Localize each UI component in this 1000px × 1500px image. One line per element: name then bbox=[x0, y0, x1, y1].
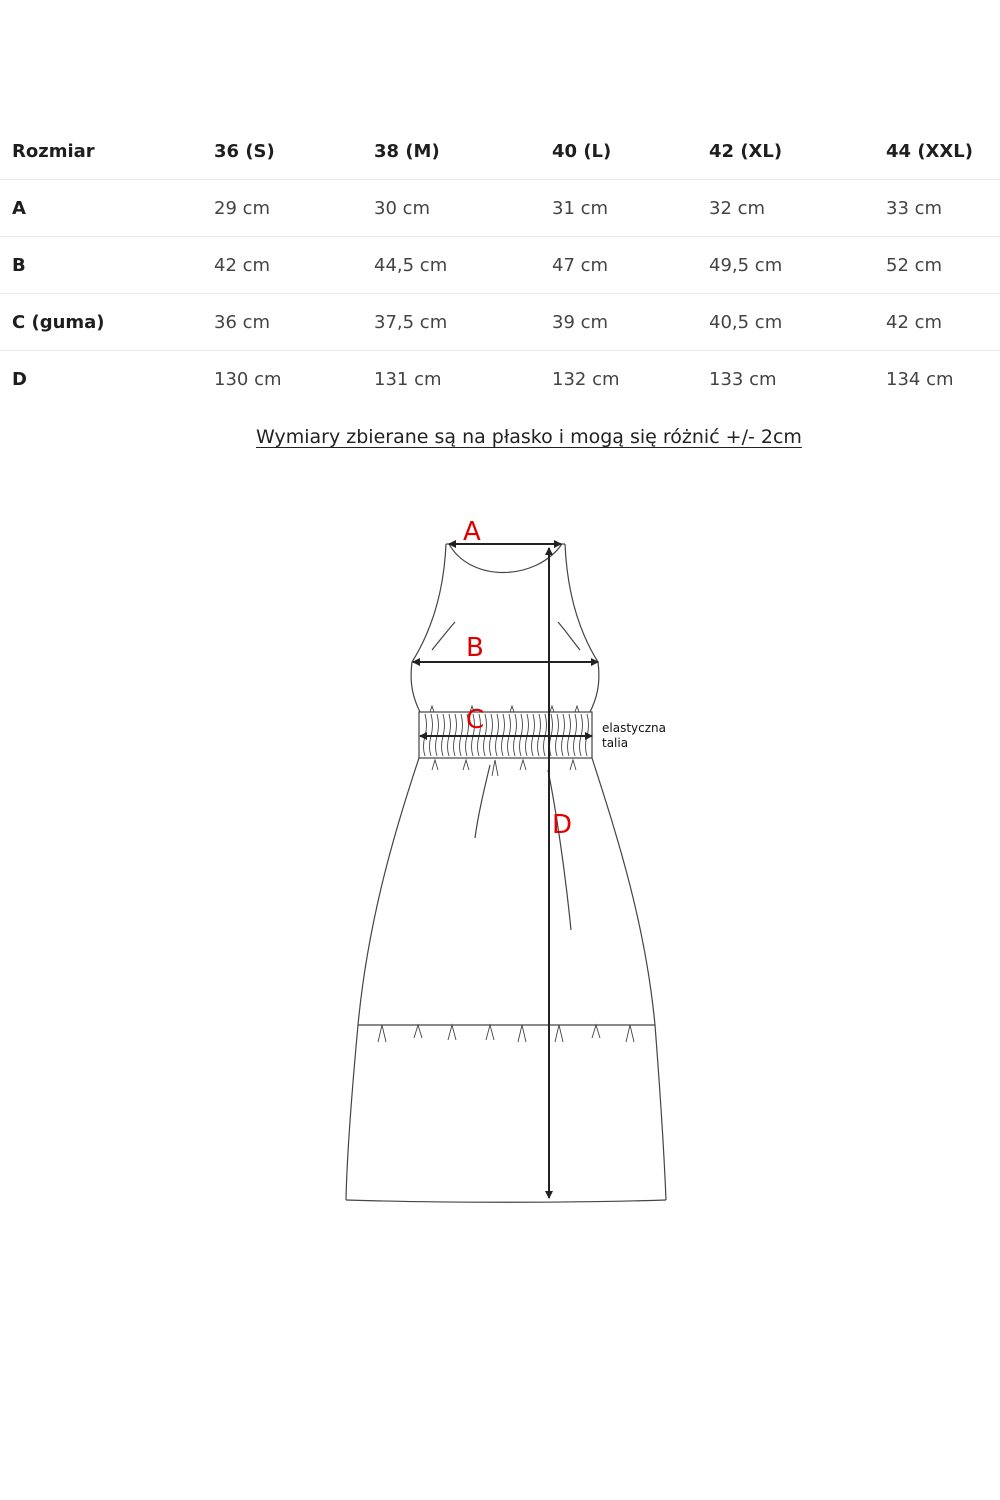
waistband-smocking bbox=[424, 706, 589, 776]
table-cell: 47 cm bbox=[540, 237, 697, 294]
measurement-arrows bbox=[413, 544, 598, 1198]
row-label: D bbox=[12, 368, 27, 390]
table-cell: 131 cm bbox=[374, 368, 442, 390]
header-42: 42 (XL) bbox=[697, 123, 874, 180]
table-cell: 132 cm bbox=[552, 368, 620, 390]
table-cell: 49,5 cm bbox=[697, 237, 874, 294]
table-cell: 133 cm bbox=[709, 368, 777, 390]
measurement-note: Wymiary zbierane są na płasko i mogą się różnić +/- 2cm bbox=[256, 426, 802, 448]
row-label: B bbox=[0, 237, 202, 294]
table-cell: 39 cm bbox=[540, 294, 697, 351]
table-cell: 42 cm bbox=[874, 294, 1000, 351]
header-36: 36 (S) bbox=[202, 123, 362, 180]
label-c: C bbox=[466, 705, 485, 735]
tier-gathers bbox=[378, 1025, 634, 1042]
label-b: B bbox=[466, 633, 484, 663]
table-cell: 52 cm bbox=[874, 237, 1000, 294]
table-cell: 37,5 cm bbox=[362, 294, 540, 351]
table-cell: 29 cm bbox=[202, 180, 362, 237]
table-cell: 36 cm bbox=[202, 294, 362, 351]
label-a: A bbox=[463, 517, 481, 547]
table-cell: 32 cm bbox=[697, 180, 874, 237]
header-40: 40 (L) bbox=[540, 123, 697, 180]
table-cell: 40,5 cm bbox=[697, 294, 874, 351]
table-cell: 134 cm bbox=[886, 368, 954, 390]
dress-outline bbox=[346, 544, 666, 1202]
header-44: 44 (XXL) bbox=[874, 123, 1000, 180]
row-label: A bbox=[0, 180, 202, 237]
table-cell: 130 cm bbox=[214, 368, 282, 390]
header-size: Rozmiar bbox=[0, 123, 202, 180]
header-38: 38 (M) bbox=[362, 123, 540, 180]
table-cell: 31 cm bbox=[540, 180, 697, 237]
waist-note-line1: elastyczna bbox=[602, 721, 666, 735]
table-cell: 44,5 cm bbox=[362, 237, 540, 294]
table-cell: 30 cm bbox=[362, 180, 540, 237]
table-cell: 42 cm bbox=[202, 237, 362, 294]
waist-note-line2: talia bbox=[602, 736, 629, 750]
table-cell: 33 cm bbox=[874, 180, 1000, 237]
label-d: D bbox=[552, 810, 573, 840]
row-label: C (guma) bbox=[0, 294, 202, 351]
